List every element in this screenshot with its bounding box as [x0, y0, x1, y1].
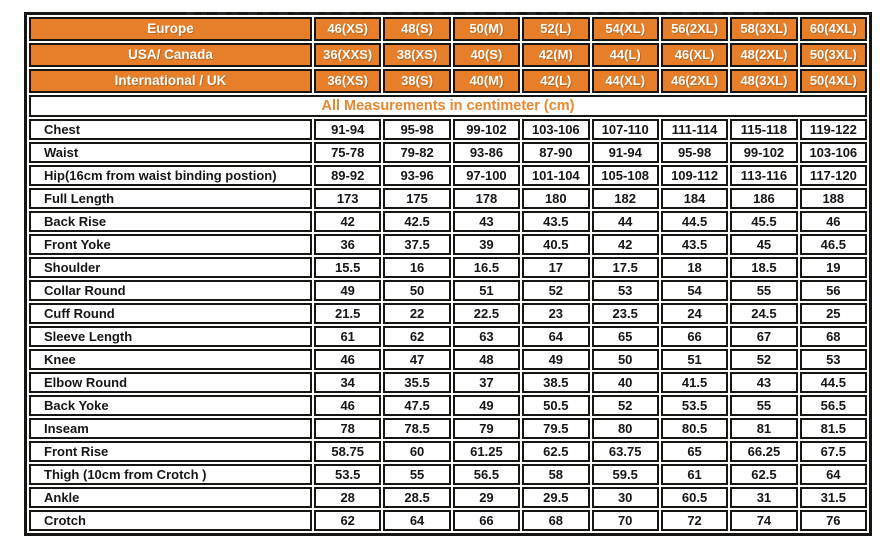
measurement-value-cell: 175 — [383, 188, 450, 209]
size-system-header-row — [29, 17, 867, 41]
measurement-value-cell: 53.5 — [314, 464, 381, 485]
measurement-value-cell: 19 — [800, 257, 867, 278]
measurement-value-cell: 74 — [730, 510, 797, 531]
measurement-row — [29, 188, 867, 209]
measurement-value-cell: 22.5 — [453, 303, 520, 324]
measurement-value-cell: 37 — [453, 372, 520, 393]
size-header-cell: 50(M) — [453, 17, 520, 41]
measurement-value-cell: 55 — [730, 395, 797, 416]
measurement-value-cell: 64 — [522, 326, 589, 347]
measurement-row — [29, 257, 867, 278]
measurement-value-cell: 17.5 — [592, 257, 659, 278]
measurement-value-cell: 60 — [383, 441, 450, 462]
measurement-value-cell: 50 — [383, 280, 450, 301]
measurement-value-cell: 91-94 — [314, 119, 381, 140]
measurement-value-cell: 59.5 — [592, 464, 659, 485]
measurement-value-cell: 188 — [800, 188, 867, 209]
measurement-value-cell: 80.5 — [661, 418, 728, 439]
measurement-value-cell: 46.5 — [800, 234, 867, 255]
size-header-cell: 44(XL) — [592, 69, 659, 93]
measurement-value-cell: 47.5 — [383, 395, 450, 416]
measurement-row — [29, 326, 867, 347]
measurement-value-cell: 49 — [522, 349, 589, 370]
measurement-value-cell: 99-102 — [730, 142, 797, 163]
measurement-value-cell: 23.5 — [592, 303, 659, 324]
measurement-value-cell: 62.5 — [522, 441, 589, 462]
size-system-label: USA/ Canada — [29, 43, 312, 67]
measurement-row — [29, 303, 867, 324]
measurement-row — [29, 464, 867, 485]
measurement-value-cell: 16.5 — [453, 257, 520, 278]
measurement-value-cell: 56.5 — [800, 395, 867, 416]
measurement-value-cell: 17 — [522, 257, 589, 278]
measurement-value-cell: 64 — [800, 464, 867, 485]
measurement-label: Cuff Round — [29, 303, 312, 324]
measurement-value-cell: 31.5 — [800, 487, 867, 508]
size-header-cell: 50(4XL) — [800, 69, 867, 93]
measurement-value-cell: 113-116 — [730, 165, 797, 186]
measurement-value-cell: 44.5 — [800, 372, 867, 393]
size-header-cell: 48(3XL) — [730, 69, 797, 93]
size-header-cell: 38(S) — [383, 69, 450, 93]
measurement-label: Thigh (10cm from Crotch ) — [29, 464, 312, 485]
measurement-value-cell: 46 — [314, 395, 381, 416]
measurement-value-cell: 182 — [592, 188, 659, 209]
size-header-cell: 56(2XL) — [661, 17, 728, 41]
measurement-value-cell: 39 — [453, 234, 520, 255]
size-header-cell: 40(S) — [453, 43, 520, 67]
measurement-value-cell: 18.5 — [730, 257, 797, 278]
measurement-value-cell: 42 — [314, 211, 381, 232]
measurement-value-cell: 65 — [592, 326, 659, 347]
measurement-value-cell: 61 — [314, 326, 381, 347]
measurement-value-cell: 56 — [800, 280, 867, 301]
size-header-cell: 54(XL) — [592, 17, 659, 41]
measurement-label: Front Yoke — [29, 234, 312, 255]
measurement-value-cell: 49 — [314, 280, 381, 301]
measurement-label: Front Rise — [29, 441, 312, 462]
size-system-label: Europe — [29, 17, 312, 41]
cropped-title-remnant — [186, 12, 776, 15]
measurement-value-cell: 89-92 — [314, 165, 381, 186]
size-header-cell: 36(XS) — [314, 69, 381, 93]
measurement-row — [29, 280, 867, 301]
measurement-value-cell: 184 — [661, 188, 728, 209]
measurements-note: All Measurements in centimeter (cm) — [29, 95, 867, 117]
measurement-row — [29, 234, 867, 255]
measurement-value-cell: 63.75 — [592, 441, 659, 462]
measurement-value-cell: 50 — [592, 349, 659, 370]
measurement-row — [29, 510, 867, 531]
measurement-label: Inseam — [29, 418, 312, 439]
measurement-label: Back Rise — [29, 211, 312, 232]
measurement-value-cell: 93-86 — [453, 142, 520, 163]
measurement-value-cell: 51 — [661, 349, 728, 370]
measurement-value-cell: 28.5 — [383, 487, 450, 508]
measurement-value-cell: 78 — [314, 418, 381, 439]
measurement-value-cell: 28 — [314, 487, 381, 508]
measurement-value-cell: 103-106 — [522, 119, 589, 140]
measurement-value-cell: 31 — [730, 487, 797, 508]
measurement-value-cell: 115-118 — [730, 119, 797, 140]
measurement-value-cell: 111-114 — [661, 119, 728, 140]
measurement-label: Elbow Round — [29, 372, 312, 393]
measurement-value-cell: 68 — [522, 510, 589, 531]
measurement-value-cell: 24 — [661, 303, 728, 324]
measurement-value-cell: 117-120 — [800, 165, 867, 186]
measurement-value-cell: 24.5 — [730, 303, 797, 324]
measurement-value-cell: 62 — [383, 326, 450, 347]
measurement-value-cell: 99-102 — [453, 119, 520, 140]
measurement-row — [29, 165, 867, 186]
measurement-value-cell: 107-110 — [592, 119, 659, 140]
measurement-label: Waist — [29, 142, 312, 163]
measurement-value-cell: 93-96 — [383, 165, 450, 186]
measurement-row — [29, 142, 867, 163]
measurement-value-cell: 186 — [730, 188, 797, 209]
measurement-value-cell: 41.5 — [661, 372, 728, 393]
measurement-value-cell: 52 — [592, 395, 659, 416]
measurement-value-cell: 54 — [661, 280, 728, 301]
measurement-value-cell: 45 — [730, 234, 797, 255]
measurement-value-cell: 80 — [592, 418, 659, 439]
size-header-cell: 60(4XL) — [800, 17, 867, 41]
measurement-value-cell: 70 — [592, 510, 659, 531]
measurement-value-cell: 95-98 — [661, 142, 728, 163]
measurement-value-cell: 53 — [800, 349, 867, 370]
measurement-value-cell: 81.5 — [800, 418, 867, 439]
measurement-value-cell: 46 — [314, 349, 381, 370]
size-header-cell: 42(M) — [522, 43, 589, 67]
measurement-value-cell: 42 — [592, 234, 659, 255]
measurement-value-cell: 91-94 — [592, 142, 659, 163]
measurement-value-cell: 58 — [522, 464, 589, 485]
measurement-value-cell: 97-100 — [453, 165, 520, 186]
measurement-row — [29, 349, 867, 370]
measurement-value-cell: 56.5 — [453, 464, 520, 485]
measurement-value-cell: 68 — [800, 326, 867, 347]
measurement-value-cell: 25 — [800, 303, 867, 324]
size-system-header-row — [29, 69, 867, 93]
measurement-row — [29, 487, 867, 508]
measurement-label: Hip(16cm from waist binding postion) — [29, 165, 312, 186]
measurement-value-cell: 29.5 — [522, 487, 589, 508]
measurement-value-cell: 173 — [314, 188, 381, 209]
measurement-value-cell: 63 — [453, 326, 520, 347]
measurement-label: Sleeve Length — [29, 326, 312, 347]
measurement-value-cell: 101-104 — [522, 165, 589, 186]
measurement-value-cell: 64 — [383, 510, 450, 531]
measurement-value-cell: 53.5 — [661, 395, 728, 416]
measurement-label: Crotch — [29, 510, 312, 531]
measurement-value-cell: 66 — [661, 326, 728, 347]
measurement-value-cell: 48 — [453, 349, 520, 370]
measurement-value-cell: 105-108 — [592, 165, 659, 186]
measurement-label: Shoulder — [29, 257, 312, 278]
size-system-header-row — [29, 43, 867, 67]
measurement-value-cell: 40.5 — [522, 234, 589, 255]
size-header-cell: 52(L) — [522, 17, 589, 41]
measurement-value-cell: 62 — [314, 510, 381, 531]
measurement-value-cell: 42.5 — [383, 211, 450, 232]
measurement-value-cell: 34 — [314, 372, 381, 393]
measurement-value-cell: 87-90 — [522, 142, 589, 163]
measurement-value-cell: 178 — [453, 188, 520, 209]
measurement-value-cell: 62.5 — [730, 464, 797, 485]
measurement-value-cell: 76 — [800, 510, 867, 531]
size-header-cell: 48(S) — [383, 17, 450, 41]
measurement-value-cell: 16 — [383, 257, 450, 278]
measurement-label: Full Length — [29, 188, 312, 209]
measurement-value-cell: 81 — [730, 418, 797, 439]
measurement-label: Collar Round — [29, 280, 312, 301]
size-chart-page — [0, 12, 890, 528]
measurement-value-cell: 44 — [592, 211, 659, 232]
size-header-cell: 40(M) — [453, 69, 520, 93]
measurement-value-cell: 49 — [453, 395, 520, 416]
measurement-value-cell: 45.5 — [730, 211, 797, 232]
measurement-value-cell: 79 — [453, 418, 520, 439]
measurement-value-cell: 79-82 — [383, 142, 450, 163]
measurement-row — [29, 119, 867, 140]
measurement-value-cell: 38.5 — [522, 372, 589, 393]
measurement-value-cell: 67.5 — [800, 441, 867, 462]
measurement-value-cell: 30 — [592, 487, 659, 508]
measurement-value-cell: 37.5 — [383, 234, 450, 255]
measurement-value-cell: 119-122 — [800, 119, 867, 140]
measurement-value-cell: 58.75 — [314, 441, 381, 462]
measurement-value-cell: 43 — [730, 372, 797, 393]
measurement-value-cell: 43 — [453, 211, 520, 232]
measurement-row — [29, 211, 867, 232]
size-header-cell: 46(2XL) — [661, 69, 728, 93]
measurement-value-cell: 67 — [730, 326, 797, 347]
measurement-value-cell: 18 — [661, 257, 728, 278]
measurement-value-cell: 53 — [592, 280, 659, 301]
measurements-note-row — [29, 95, 867, 117]
size-header-cell: 38(XS) — [383, 43, 450, 67]
measurement-value-cell: 15.5 — [314, 257, 381, 278]
measurement-value-cell: 23 — [522, 303, 589, 324]
measurement-value-cell: 61.25 — [453, 441, 520, 462]
measurement-value-cell: 40 — [592, 372, 659, 393]
size-header-cell: 44(L) — [592, 43, 659, 67]
measurement-label: Back Yoke — [29, 395, 312, 416]
measurement-value-cell: 75-78 — [314, 142, 381, 163]
measurement-value-cell: 72 — [661, 510, 728, 531]
size-header-cell: 46(XS) — [314, 17, 381, 41]
measurement-value-cell: 29 — [453, 487, 520, 508]
measurement-value-cell: 55 — [383, 464, 450, 485]
measurement-value-cell: 78.5 — [383, 418, 450, 439]
size-system-label: International / UK — [29, 69, 312, 93]
measurement-value-cell: 50.5 — [522, 395, 589, 416]
measurement-value-cell: 180 — [522, 188, 589, 209]
measurement-row — [29, 395, 867, 416]
measurement-label: Knee — [29, 349, 312, 370]
size-chart-table — [24, 12, 872, 536]
measurement-value-cell: 66.25 — [730, 441, 797, 462]
size-header-cell: 58(3XL) — [730, 17, 797, 41]
measurement-label: Chest — [29, 119, 312, 140]
size-header-cell: 36(XXS) — [314, 43, 381, 67]
size-header-cell: 46(XL) — [661, 43, 728, 67]
measurement-value-cell: 47 — [383, 349, 450, 370]
measurement-label: Ankle — [29, 487, 312, 508]
measurement-value-cell: 21.5 — [314, 303, 381, 324]
measurement-value-cell: 22 — [383, 303, 450, 324]
measurement-row — [29, 441, 867, 462]
measurement-value-cell: 43.5 — [522, 211, 589, 232]
measurement-value-cell: 103-106 — [800, 142, 867, 163]
measurement-row — [29, 418, 867, 439]
measurement-value-cell: 95-98 — [383, 119, 450, 140]
measurement-value-cell: 52 — [522, 280, 589, 301]
measurement-row — [29, 372, 867, 393]
measurement-value-cell: 36 — [314, 234, 381, 255]
size-header-cell: 50(3XL) — [800, 43, 867, 67]
measurement-value-cell: 46 — [800, 211, 867, 232]
measurement-value-cell: 44.5 — [661, 211, 728, 232]
measurement-value-cell: 55 — [730, 280, 797, 301]
measurement-value-cell: 66 — [453, 510, 520, 531]
measurement-value-cell: 65 — [661, 441, 728, 462]
measurement-value-cell: 79.5 — [522, 418, 589, 439]
measurement-value-cell: 35.5 — [383, 372, 450, 393]
measurement-value-cell: 52 — [730, 349, 797, 370]
measurement-value-cell: 109-112 — [661, 165, 728, 186]
measurement-value-cell: 43.5 — [661, 234, 728, 255]
measurement-value-cell: 60.5 — [661, 487, 728, 508]
size-header-cell: 48(2XL) — [730, 43, 797, 67]
measurement-value-cell: 61 — [661, 464, 728, 485]
measurement-value-cell: 51 — [453, 280, 520, 301]
size-header-cell: 42(L) — [522, 69, 589, 93]
